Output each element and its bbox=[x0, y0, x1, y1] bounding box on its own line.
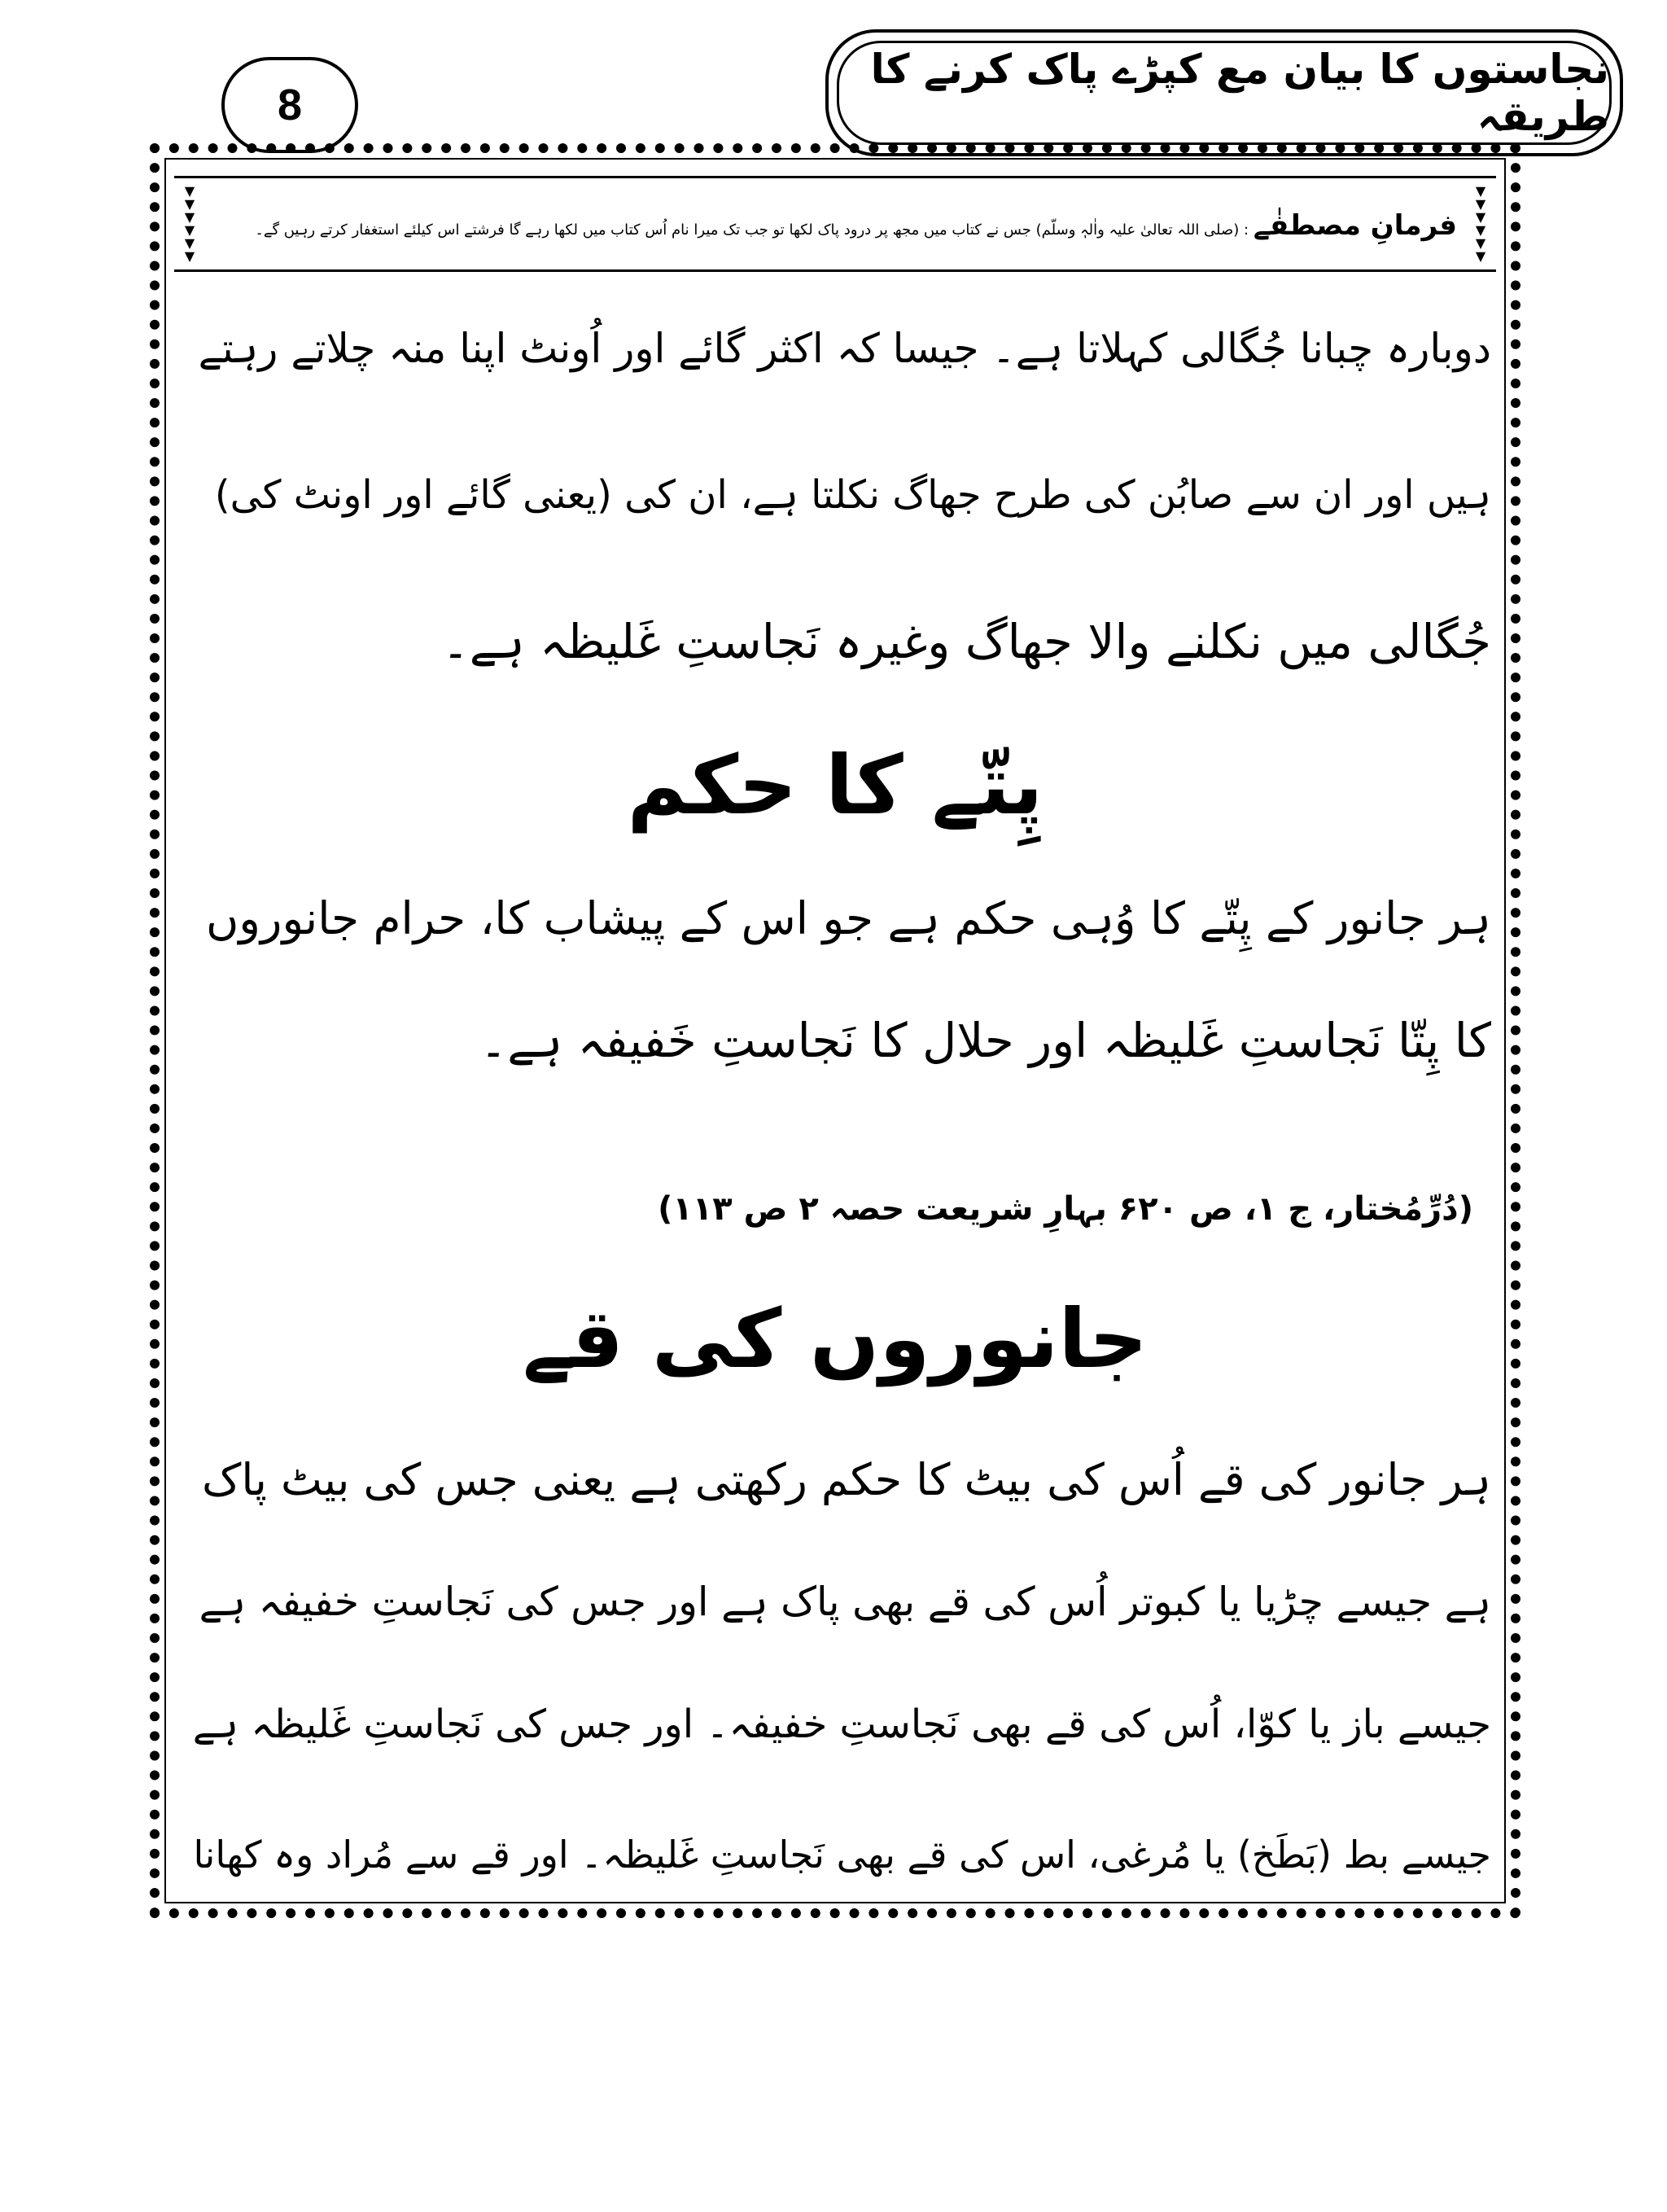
farman-text-row bbox=[213, 203, 1457, 252]
farman-strip bbox=[174, 176, 1496, 272]
body-line: جُگالی میں نکلنے والا جھاگ وغیرہ نَجاستِ غَلیظہ ہے۔ bbox=[441, 614, 1491, 669]
body-line: ہر جانور کی قے اُس کی بیٹ کا حکم رکھتی ہے یعنی جس کی بیٹ پاک bbox=[202, 1454, 1491, 1505]
citation: (دُرِّمُختار، ج ۱، ص ۶۲۰ بہارِ شریعت حصہ ۲ ص ۱۱۳) bbox=[658, 1190, 1473, 1228]
chapter-title-box bbox=[825, 29, 1623, 156]
body-line: جیسے باز یا کوّا، اُس کی قے بھی نَجاستِ خفیفہ۔ اور جس کی نَجاستِ غَلیظہ ہے bbox=[192, 1702, 1491, 1747]
body-line: کا پِتّا نَجاستِ غَلیظہ اور حلال کا نَجاستِ خَفیفہ ہے۔ bbox=[479, 1013, 1491, 1068]
farman-edge-left-icon: ▼ ▼ ▼ ▼ ▼ ▼ bbox=[184, 185, 195, 263]
section-heading: جانوروں کی قے bbox=[523, 1291, 1148, 1386]
body-line: ہے جیسے چڑیا یا کبوتر اُس کی قے بھی پاک ہے اور جس کی نَجاستِ خفیفہ ہے bbox=[199, 1579, 1491, 1625]
section-heading: پِتّے کا حکم bbox=[627, 738, 1044, 833]
farman-text: : (صلی اللہ تعالیٰ علیہ واٰلہٖ وسلّم) جس نے کتاب میں مجھ پر درود پاک لکھا تو جب تک میرا نام اُس کتاب میں لکھا رہے گا فرشتے اس کیلئے استغفار کرتے رہیں گے۔ bbox=[255, 221, 1249, 239]
body-line: جیسے بط (بَطَخ) یا مُرغی، اس کی قے بھی نَجاستِ غَلیظہ۔ اور قے سے مُراد وہ کھانا bbox=[193, 1833, 1491, 1877]
body-line: ہر جانور کے پِتّے کا وُہی حکم ہے جو اس کے پیشاب کا، حرام جانوروں bbox=[205, 892, 1491, 944]
page-number: 8 bbox=[277, 81, 303, 129]
body-line: ہیں اور ان سے صابُن کی طرح جھاگ نکلتا ہے، ان کی (یعنی گائے اور اونٹ کی) bbox=[214, 472, 1491, 518]
chapter-title: نجاستوں کا بیان مع کپڑے پاک کرنے کا طریقہ bbox=[837, 41, 1612, 145]
farman-edge-right-icon: ▼ ▼ ▼ ▼ ▼ ▼ bbox=[1475, 185, 1486, 263]
page-number-box bbox=[221, 57, 358, 153]
body-line: دوبارہ چبانا جُگالی کہلاتا ہے۔ جیسا کہ اکثر گائے اور اُونٹ اپنا منہ چلاتے رہتے bbox=[198, 325, 1491, 372]
farman-label: فرمانِ مصطفٰے bbox=[1253, 209, 1457, 242]
